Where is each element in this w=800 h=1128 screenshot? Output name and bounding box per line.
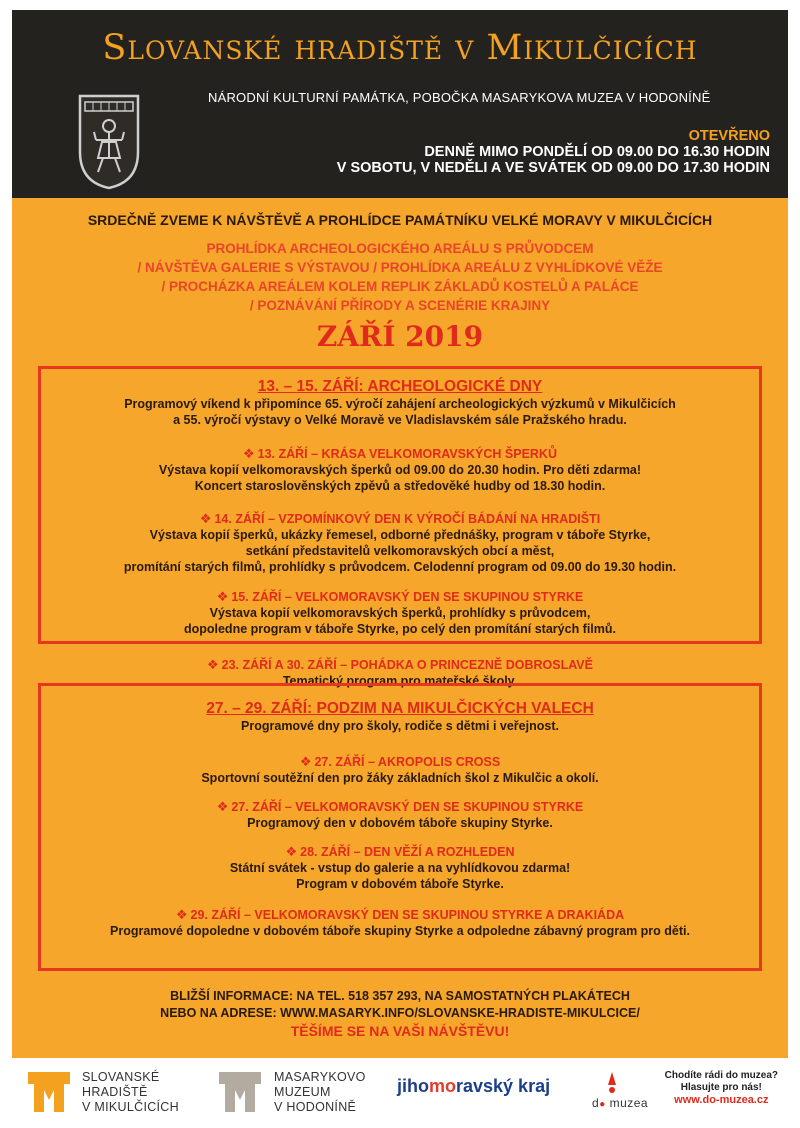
event-desc: Programové dny pro školy, rodiče s dětmi i veřejnost.: [241, 719, 559, 733]
partner-logos: [12, 1062, 788, 1122]
event-block: [41, 589, 759, 637]
event-title: [41, 799, 759, 815]
logo-line: MASARYKOVO: [274, 1070, 366, 1084]
jihomoravsky-kraj-logo: [397, 1076, 550, 1097]
event-block: [41, 511, 759, 575]
diamond-icon: ❖: [199, 511, 212, 526]
do-muzea-logo: d● muzea: [592, 1072, 662, 1114]
autumn-box: [38, 683, 762, 971]
event-title-text: 15. ZÁŘÍ – VELKOMORAVSKÝ DEN SE SKUPINOU STYRKE: [231, 590, 584, 604]
event-desc: Tematický program pro mateřské školy.: [282, 674, 518, 688]
program-panel: [12, 198, 788, 1058]
contact-info: [12, 988, 788, 1039]
logo-line: HRADIŠTĚ: [82, 1085, 148, 1099]
opening-hours: [337, 128, 770, 176]
event-title-text: 28. ZÁŘÍ – DEN VĚŽÍ A ROZHLEDEN: [300, 845, 515, 859]
logo-part: d: [592, 1096, 600, 1110]
event-desc: promítání starých filmů, prohlídky s průvodcem. Celodenní program od 09.00 do 19.30 hodin.: [123, 560, 677, 574]
contact-web: [12, 1005, 788, 1022]
diamond-icon: ❖: [242, 446, 255, 461]
event-block: [41, 446, 759, 494]
website-link[interactable]: WWW.MASARYK.INFO/SLOVANSKE-HRADISTE-MIKULCICE/: [280, 1006, 640, 1020]
muzeum-logo-text: [274, 1070, 366, 1115]
event-desc: Státní svátek - vstup do galerie a na vyhlídkovou zdarma!: [229, 861, 571, 875]
vote-block: [665, 1070, 778, 1106]
hours-weekdays: DENNĚ MIMO PONDĚLÍ OD 09.00 DO 16.30 HODIN: [424, 144, 770, 160]
autumn-block: [41, 700, 759, 734]
event-title-text: 14. ZÁŘÍ – VZPOMÍNKOVÝ DEN K VÝROČÍ BÁDÁNÍ NA HRADIŠTI: [214, 512, 601, 526]
event-block: [41, 799, 759, 831]
event-title: [41, 907, 759, 923]
vote-call: Hlasujte pro nás!: [680, 1082, 762, 1093]
event-desc: setkání představitelů velkomoravských obcí a měst,: [245, 544, 555, 558]
event-desc: Koncert staroslověnských zpěvů a středověké hudby od 18.30 hodin.: [194, 479, 606, 493]
event-desc: Programové dopoledne v dobovém táboře skupiny Styrke a odpoledne zábavný program pro děti.: [110, 924, 690, 938]
emblem-icon: [76, 92, 142, 190]
exclamation-icon: [606, 1072, 618, 1094]
event-desc: Výstava kopií šperků, ukázky řemesel, odborné přednášky, program v táboře Styrke,: [149, 528, 651, 542]
activity-item: PROHLÍDKA ARCHEOLOGICKÉHO AREÁLU S PRŮVODCEM: [206, 241, 594, 256]
event-title: [41, 446, 759, 462]
autumn-title: 27. – 29. ZÁŘÍ: PODZIM NA MIKULČICKÝCH VALECH: [206, 700, 594, 717]
diamond-icon: ❖: [175, 907, 188, 922]
diamond-icon: ❖: [216, 799, 229, 814]
event-block: [41, 907, 759, 939]
month-heading: ZÁŘÍ 2019: [316, 320, 484, 353]
contact-phone: BLIŽŠÍ INFORMACE: NA TEL. 518 357 293, NA SAMOSTATNÝCH PLAKÁTECH: [170, 989, 630, 1003]
logo-line: MUZEUM: [274, 1085, 331, 1099]
logo-line: V HODONÍNĚ: [274, 1100, 357, 1114]
event-title: [41, 844, 759, 860]
event-title-text: 27. ZÁŘÍ – VELKOMORAVSKÝ DEN SE SKUPINOU STYRKE: [231, 800, 584, 814]
archeology-days-box: [38, 366, 762, 644]
event-block: [41, 844, 759, 892]
event-desc: Program v dobovém táboře Styrke.: [296, 877, 504, 891]
logo-part: mo: [429, 1076, 456, 1096]
logo-part: ravský kraj: [456, 1076, 551, 1096]
event-title: [41, 511, 759, 527]
event-desc: a 55. výročí výstavy o Velké Moravě ve Vladislavském sále Pražského hradu.: [173, 413, 627, 427]
event-title-text: 29. ZÁŘÍ – VELKOMORAVSKÝ DEN SE SKUPINOU STYRKE A DRAKIÁDA: [190, 908, 625, 922]
activities-list: [12, 239, 788, 315]
poster-title: Slovanské hradiště v Mikulčicích: [102, 28, 698, 68]
vote-question: Chodíte rádi do muzea?: [664, 1070, 778, 1081]
archeology-days-block: [41, 378, 759, 428]
muzeum-logo-icon: [217, 1070, 263, 1114]
event-block: [41, 754, 759, 786]
header-band: [12, 10, 788, 198]
hradiste-logo-icon: [26, 1070, 72, 1114]
activity-item: / PROCHÁZKA AREÁLEM KOLEM REPLIK ZÁKLADŮ KOSTELŮ A PALÁCE: [161, 279, 639, 294]
event-desc: Programový den v dobovém táboře skupiny Styrke.: [247, 816, 553, 830]
event-desc: dopoledne program v táboře Styrke, po celý den promítání starých filmů.: [183, 622, 617, 636]
event-desc: Sportovní soutěžní den pro žáky základních škol z Mikulčic a okolí.: [201, 771, 599, 785]
event-title: [38, 657, 762, 673]
event-title-text: 27. ZÁŘÍ – AKROPOLIS CROSS: [314, 755, 501, 769]
event-desc: Programový víkend k připomínce 65. výročí zahájení archeologických výzkumů v Mikulčicích: [124, 397, 676, 411]
open-label: OTEVŘENO: [688, 128, 770, 144]
contact-web-prefix: NEBO NA ADRESE:: [160, 1006, 281, 1020]
welcome-text: TĚŠÍME SE NA VAŠI NÁVŠTĚVU!: [290, 1023, 510, 1039]
event-desc: Výstava kopií velkomoravských šperků od 09.00 do 20.30 hodin. Pro děti zdarma!: [158, 463, 642, 477]
event-title: [41, 589, 759, 605]
activity-item: / NÁVŠTĚVA GALERIE S VÝSTAVOU / PROHLÍDKA AREÁLU Z VYHLÍDKOVÉ VĚŽE: [137, 260, 663, 275]
event-title: [41, 754, 759, 770]
invitation-heading: SRDEČNĚ ZVEME K NÁVŠTĚVĚ A PROHLÍDCE PAMÁTNÍKU VELKÉ MORAVY V MIKULČICÍCH: [87, 212, 713, 228]
logo-part: muzea: [609, 1096, 649, 1110]
archeology-days-title: 13. – 15. ZÁŘÍ: ARCHEOLOGICKÉ DNY: [257, 378, 543, 395]
hradiste-logo-text: [82, 1070, 179, 1115]
event-desc: Výstava kopií velkomoravských šperků, prohlídky s průvodcem,: [209, 606, 591, 620]
event-title-text: 23. ZÁŘÍ A 30. ZÁŘÍ – POHÁDKA O PRINCEZNĚ DOBROSLAVĚ: [221, 658, 593, 672]
vote-link[interactable]: www.do-muzea.cz: [674, 1094, 769, 1106]
logo-line: SLOVANSKÉ: [82, 1070, 160, 1084]
logo-line: V MIKULČICÍCH: [82, 1100, 179, 1114]
header-subtitle: NÁRODNÍ KULTURNÍ PAMÁTKA, POBOČKA MASARYKOVA MUZEA V HODONÍNĚ: [208, 90, 711, 105]
diamond-icon: ❖: [299, 754, 312, 769]
logo-part: jiho: [397, 1076, 429, 1096]
event-title-text: 13. ZÁŘÍ – KRÁSA VELKOMORAVSKÝCH ŠPERKŮ: [257, 447, 557, 461]
hours-weekend: V SOBOTU, V NEDĚLI A VE SVÁTEK OD 09.00 DO 17.30 HODIN: [336, 160, 770, 176]
diamond-icon: ❖: [216, 589, 229, 604]
activity-item: / POZNÁVÁNÍ PŘÍRODY A SCENÉRIE KRAJINY: [249, 298, 551, 313]
diamond-icon: ❖: [206, 657, 219, 672]
diamond-icon: ❖: [285, 844, 298, 859]
